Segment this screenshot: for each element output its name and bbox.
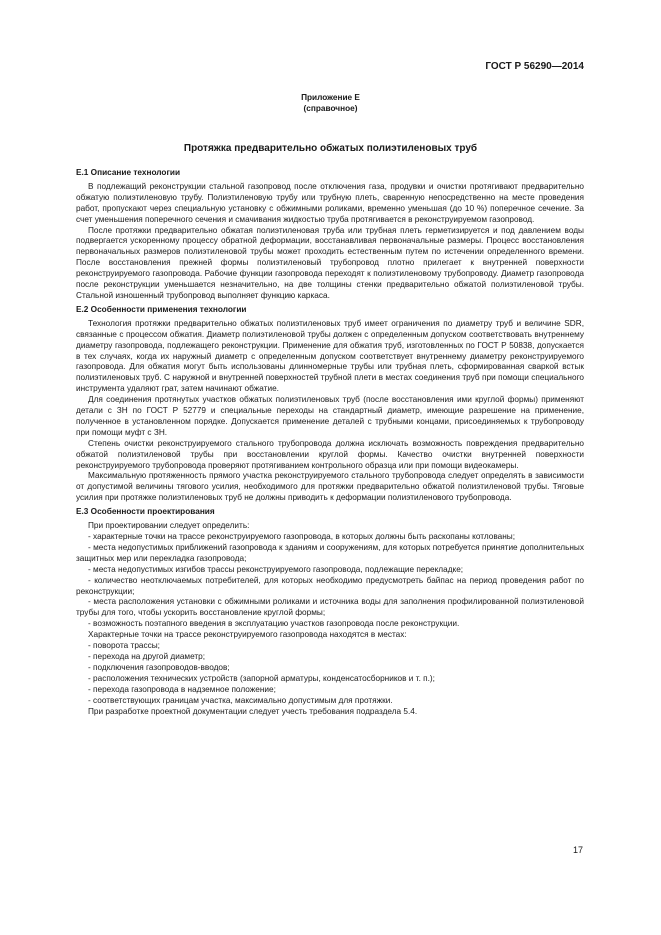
page-number: 17 <box>572 845 583 855</box>
list-item: - места недопустимых изгибов трассы реконструируемого газопровода, подлежащие перекладке; <box>88 564 464 574</box>
list-item: - места недопустимых приближений газопровода к зданиям и сооружениям, для которых потребуется принятие дополнительных защитных мер или перекладка газопровода; <box>76 542 584 563</box>
list-item: - перехода газопровода в надземное положение; <box>88 684 276 694</box>
document-code: ГОСТ Р 56290—2014 <box>485 61 584 72</box>
paragraph: Для соединения протянутых участков обжатых полиэтиленовых труб (после восстановления ими круглой формы) применяют детали с ЗН по ГОСТ Р 52779 и специальные переходы на стандартный диаметр, имеющие разрешение на применение, полученное в установленном порядке. Допускается применение деталей с трубными концами, присоединяемых к трубопроводу при помощи муфт с ЗН. <box>76 395 584 437</box>
list-item: - возможность поэтапного введения в эксплуатацию участков газопровода после реконструкции. <box>88 619 460 629</box>
list-item: - места расположения установки с обжимными роликами и источника воды для заполнения профилированной полиэтиленовой трубы для того, чтобы ускорить восстановление круглой формы; <box>76 597 584 618</box>
section-heading-e2: Е.2 Особенности применения технологии <box>76 304 247 314</box>
paragraph: При разработке проектной документации следует учесть требования подраздела 5.4. <box>88 706 418 716</box>
paragraph: После протяжки предварительно обжатая полиэтиленовая труба или трубная плеть герметизируется и под давлением воды подвергается ускоренному процессу обратной деформации, восстанавливая первоначальные размеры. Процесс восстановления первоначальных размеров полиэтиленовой трубы может проходить естественным путем по истечении определенного времени. После восстановления прежней формы полиэтиленовый трубопровод плотно прилегает к внутренней поверхности реконструируемого газопровода. Рабочие функции газопровода переходят к полиэтиленовому трубопроводу. Диаметр газопровода после реконструкции уменьшается незначительно, на две толщины стенки предварительно обжатой полиэтиленовой трубы. Стальной изношенный трубопровод выполняет функцию каркаса. <box>76 225 584 300</box>
appendix-heading <box>0 92 661 114</box>
paragraph: Степень очистки реконструируемого стального трубопровода должна исключать возможность повреждения предварительно обжатой полиэтиленовой трубы при восстановлении круглой формы. Качество очистки внутренней поверхности реконструируемого трубопровода проверяют протягиванием контрольного образца или при помощи видеокамеры. <box>76 438 584 470</box>
list-item: - характерные точки на трассе реконструируемого газопровода, в которых должны быть раскопаны котлованы; <box>88 532 515 541</box>
appendix-type: (справочное) <box>303 104 358 113</box>
body-text <box>76 168 584 717</box>
paragraph: Максимальную протяженность прямого участка реконструируемого стального трубопровода следует определять в зависимости от допустимой величины тягового усилия, необходимого для протяжки предварительно обжатой полиэтиленовой трубы. Тяговые усилия при протяжке полиэтиленовых труб не должны приводить к деформации полиэтиленового трубопровода. <box>76 471 584 503</box>
list-item: - поворота трассы; <box>88 641 160 651</box>
appendix-title: Приложение Е <box>301 93 360 102</box>
paragraph: В подлежащий реконструкции стальной газопровод после отключения газа, продувки и очистки протягивают предварительно обжатую полиэтиленовую трубу. Полиэтиленовую трубу или трубную плеть, сваренную непосредственно на месте проведения работ, пропускают через специальную установку с обжимными роликами, временно уменьшая (до 10 %) поперечное сечение. За счет уменьшения поперечного сечения и смачивания жидкостью труба протягивается в реконструируемом газопровод. <box>76 181 584 224</box>
paragraph: При проектировании следует определить: <box>88 521 250 531</box>
paragraph: Технология протяжки предварительно обжатых полиэтиленовых труб имеет ограничения по диаметру труб и величине SDR, связанные с процессом обжатия. Диаметр полиэтиленовой трубы должен с определенным допуском соответствовать внутреннему диаметру газопровода, подлежащего реконструкции. Применение для обжатия труб, изготовленных по ГОСТ Р 50838, допускается в тех случаях, когда их наружный диаметр с определенным допуском соответствует внутреннему диаметру реконструируемого газопровода. Для обжатия могут быть использованы длинномерные трубы или трубная плеть, сформированная сваркой встык полиэтиленовых труб. С наружной и внутренней поверхностей трубной плети в местах соединения труб при помощи специального инструмента удаляют грат, затем начинают обжатие. <box>76 318 584 394</box>
paragraph: Характерные точки на трассе реконструируемого газопровода находятся в местах: <box>88 630 407 640</box>
list-item: - расположения технических устройств (запорной арматуры, конденсатосборников и т. п.); <box>88 673 435 683</box>
section-heading-e3: Е.3 Особенности проектирования <box>76 507 215 517</box>
list-item: - соответствующих границам участка, максимально допустимым для протяжки. <box>88 695 393 705</box>
list-item: - подключения газопроводов-вводов; <box>88 662 230 672</box>
section-heading-e1: Е.1 Описание технологии <box>76 168 181 177</box>
list-item: - количество неотключаемых потребителей, для которых необходимо предусмотреть байпас на период проведения работ по реконструкции; <box>76 575 584 596</box>
appendix-main-title: Протяжка предварительно обжатых полиэтиленовых труб <box>183 143 478 154</box>
list-item: - перехода на другой диаметр; <box>88 651 206 661</box>
